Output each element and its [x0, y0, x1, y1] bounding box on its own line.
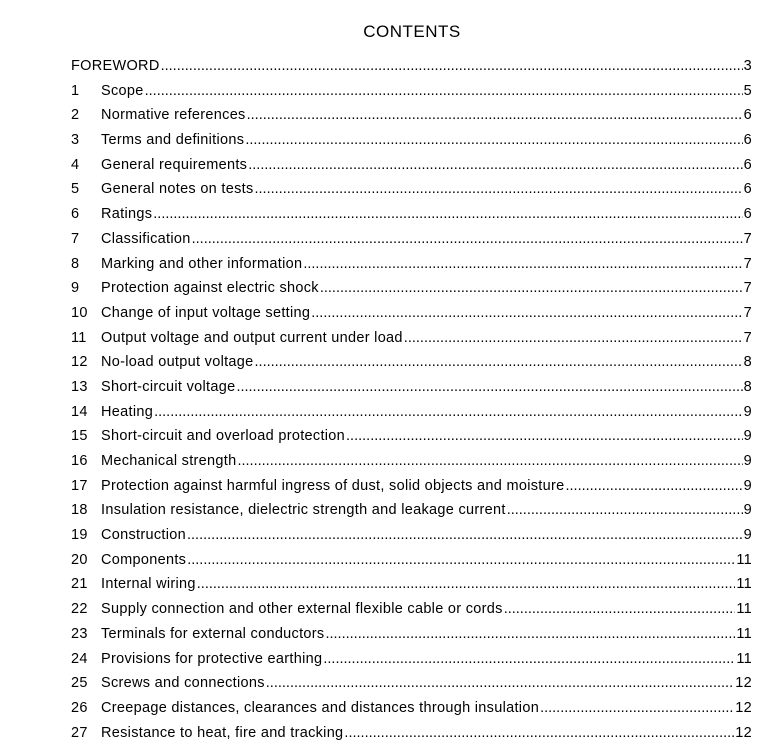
dot-leader	[344, 724, 734, 743]
toc-entry-number: 1	[71, 82, 80, 99]
toc-entry[interactable]	[71, 279, 752, 304]
toc-entry-page: 7	[743, 255, 752, 272]
toc-entry[interactable]	[71, 230, 752, 255]
toc-entry-number: 24	[71, 650, 88, 667]
toc-entry-number: 18	[71, 502, 88, 519]
toc-entry-number: 19	[71, 527, 88, 544]
toc-entry-label: Provisions for protective earthing	[101, 650, 323, 667]
toc-entry-page: 9	[743, 527, 752, 544]
toc-entry-number: 13	[71, 378, 88, 395]
toc-entry-number: 23	[71, 625, 88, 642]
toc-entry[interactable]	[71, 106, 752, 131]
toc-entry[interactable]	[71, 255, 752, 280]
toc-entry[interactable]	[71, 427, 752, 452]
toc-entry[interactable]	[71, 57, 752, 82]
dot-leader	[248, 156, 742, 175]
toc-entry-number: 10	[71, 304, 88, 321]
toc-entry-label: Components	[101, 551, 187, 568]
toc-entry[interactable]	[71, 650, 752, 675]
toc-entry-page: 11	[736, 650, 752, 667]
dot-leader	[255, 353, 743, 372]
toc-entry-page: 9	[743, 502, 752, 519]
toc-entry-page: 6	[743, 132, 752, 149]
toc-entry-page: 8	[743, 354, 752, 371]
toc-entry-page: 8	[743, 378, 752, 395]
dot-leader	[325, 625, 735, 644]
toc-entry-label: Protection against electric shock	[101, 280, 319, 297]
toc-entry-number: 7	[71, 230, 80, 247]
toc-entry-page: 12	[735, 675, 752, 692]
toc-entry-number: 2	[71, 107, 80, 124]
toc-entry-label: Construction	[101, 527, 186, 544]
toc-entry-number: 4	[71, 156, 80, 173]
dot-leader	[320, 279, 743, 298]
dot-leader	[266, 674, 734, 693]
toc-entry-number: 5	[71, 181, 80, 198]
toc-entry-number: 16	[71, 453, 88, 469]
toc-entry-page: 9	[743, 428, 752, 445]
toc-entry[interactable]	[71, 674, 752, 699]
toc-entry[interactable]	[71, 156, 752, 181]
dot-leader	[504, 600, 736, 619]
toc-entry[interactable]	[71, 575, 752, 600]
toc-entry-number: 11	[71, 329, 87, 346]
toc-entry[interactable]	[71, 353, 752, 378]
dot-leader	[540, 699, 734, 718]
toc-entry-page: 9	[743, 477, 752, 494]
toc-entry-number: 8	[71, 255, 80, 272]
toc-entry-page: 7	[743, 329, 752, 346]
toc-entry-label: No-load output voltage	[101, 354, 254, 371]
toc-entry-label: General requirements	[101, 156, 248, 173]
dot-leader	[404, 329, 743, 348]
dot-leader	[311, 304, 742, 323]
toc-entry-label: Internal wiring	[101, 576, 196, 593]
toc-entry-label: Resistance to heat, fire and tracking	[101, 724, 344, 741]
toc-entry[interactable]	[71, 403, 752, 428]
dot-leader	[507, 501, 743, 520]
toc-entry-number: 22	[71, 601, 88, 618]
toc-entry-page: 7	[743, 304, 752, 321]
toc-entry-page: 6	[743, 107, 752, 124]
toc-entry[interactable]	[71, 724, 752, 748]
toc-entry-number: 12	[71, 354, 88, 371]
toc-entry-number: 6	[71, 206, 80, 223]
toc-entry-page: 7	[743, 280, 752, 297]
dot-leader	[154, 403, 743, 422]
dot-leader	[187, 526, 743, 545]
table-of-contents	[71, 57, 752, 748]
toc-entry[interactable]	[71, 526, 752, 551]
toc-entry[interactable]	[71, 551, 752, 576]
toc-entry-label: Change of input voltage setting	[101, 304, 311, 321]
toc-entry-page: 12	[735, 724, 752, 741]
toc-entry-number: 3	[71, 132, 80, 149]
toc-entry-label: Output voltage and output current under load	[101, 329, 403, 346]
toc-entry[interactable]	[71, 501, 752, 526]
dot-leader	[145, 82, 743, 101]
dot-leader	[323, 650, 735, 669]
dot-leader	[303, 255, 742, 274]
toc-entry-label: Short-circuit and overload protection	[101, 428, 346, 445]
toc-entry-number: 15	[71, 428, 88, 445]
toc-entry-label: Marking and other information	[101, 255, 303, 272]
toc-entry-number: 14	[71, 403, 88, 420]
toc-entry-page: 6	[743, 181, 752, 198]
toc-entry-label: Normative references	[101, 107, 246, 124]
toc-entry-page: 11	[736, 601, 752, 618]
toc-entry-number: 27	[71, 724, 88, 741]
toc-entry[interactable]	[71, 82, 752, 107]
toc-entry-label: Terminals for external conductors	[101, 625, 325, 642]
toc-entry-page: 12	[735, 699, 752, 716]
toc-entry-label: FOREWORD	[71, 58, 160, 74]
dot-leader	[247, 106, 743, 125]
dot-leader	[255, 180, 743, 199]
toc-entry[interactable]	[71, 477, 752, 502]
toc-entry[interactable]	[71, 304, 752, 329]
toc-entry-label: Terms and definitions	[101, 132, 245, 149]
dot-leader	[236, 378, 742, 397]
toc-entry-number: 21	[71, 576, 88, 593]
dot-leader	[237, 452, 742, 471]
toc-entry-page: 6	[743, 156, 752, 173]
dot-leader	[153, 205, 742, 224]
toc-entry[interactable]	[71, 378, 752, 403]
toc-entry-label: Classification	[101, 230, 191, 247]
toc-entry-label: Creepage distances, clearances and distances through insulation	[101, 699, 540, 716]
toc-entry-page: 11	[736, 576, 752, 593]
toc-entry-label: General notes on tests	[101, 181, 254, 198]
toc-entry-label: Mechanical strength	[101, 453, 237, 469]
toc-entry[interactable]	[71, 600, 752, 625]
toc-entry-label: Supply connection and other external flexible cable or cords	[101, 601, 503, 618]
toc-entry-page: 11	[736, 625, 752, 642]
toc-entry-page: 9	[743, 453, 752, 469]
toc-entry[interactable]	[71, 625, 752, 650]
dot-leader	[565, 477, 742, 496]
toc-entry-page: 6	[743, 206, 752, 223]
toc-entry-number: 25	[71, 675, 88, 692]
toc-entry-page: 11	[736, 551, 752, 568]
dot-leader	[245, 131, 742, 150]
toc-entry-number: 26	[71, 699, 88, 716]
toc-entry-page: 3	[743, 58, 752, 74]
toc-entry-page: 9	[743, 403, 752, 420]
page-title: CONTENTS	[363, 22, 461, 41]
toc-entry-label: Short-circuit voltage	[101, 378, 236, 395]
dot-leader	[187, 551, 735, 570]
toc-entry-number: 9	[71, 280, 80, 297]
dot-leader	[192, 230, 743, 249]
toc-entry-label: Ratings	[101, 206, 153, 223]
toc-entry-label: Heating	[101, 403, 154, 420]
toc-entry-label: Screws and connections	[101, 675, 265, 692]
toc-entry[interactable]	[71, 131, 752, 156]
dot-leader	[197, 575, 736, 594]
dot-leader	[161, 57, 743, 76]
toc-entry-label: Protection against harmful ingress of dust, solid objects and moisture	[101, 477, 565, 494]
toc-entry[interactable]	[71, 180, 752, 205]
toc-entry-number: 20	[71, 551, 88, 568]
toc-entry-number: 17	[71, 477, 88, 494]
toc-entry[interactable]	[71, 452, 752, 477]
toc-entry-page: 5	[743, 82, 752, 99]
toc-entry-label: Scope	[101, 82, 144, 99]
dot-leader	[346, 427, 743, 446]
toc-entry[interactable]	[71, 329, 752, 354]
toc-entry-page: 7	[743, 230, 752, 247]
toc-entry[interactable]	[71, 205, 752, 230]
toc-entry-label: Insulation resistance, dielectric strength and leakage current	[101, 502, 506, 519]
toc-entry[interactable]	[71, 699, 752, 724]
